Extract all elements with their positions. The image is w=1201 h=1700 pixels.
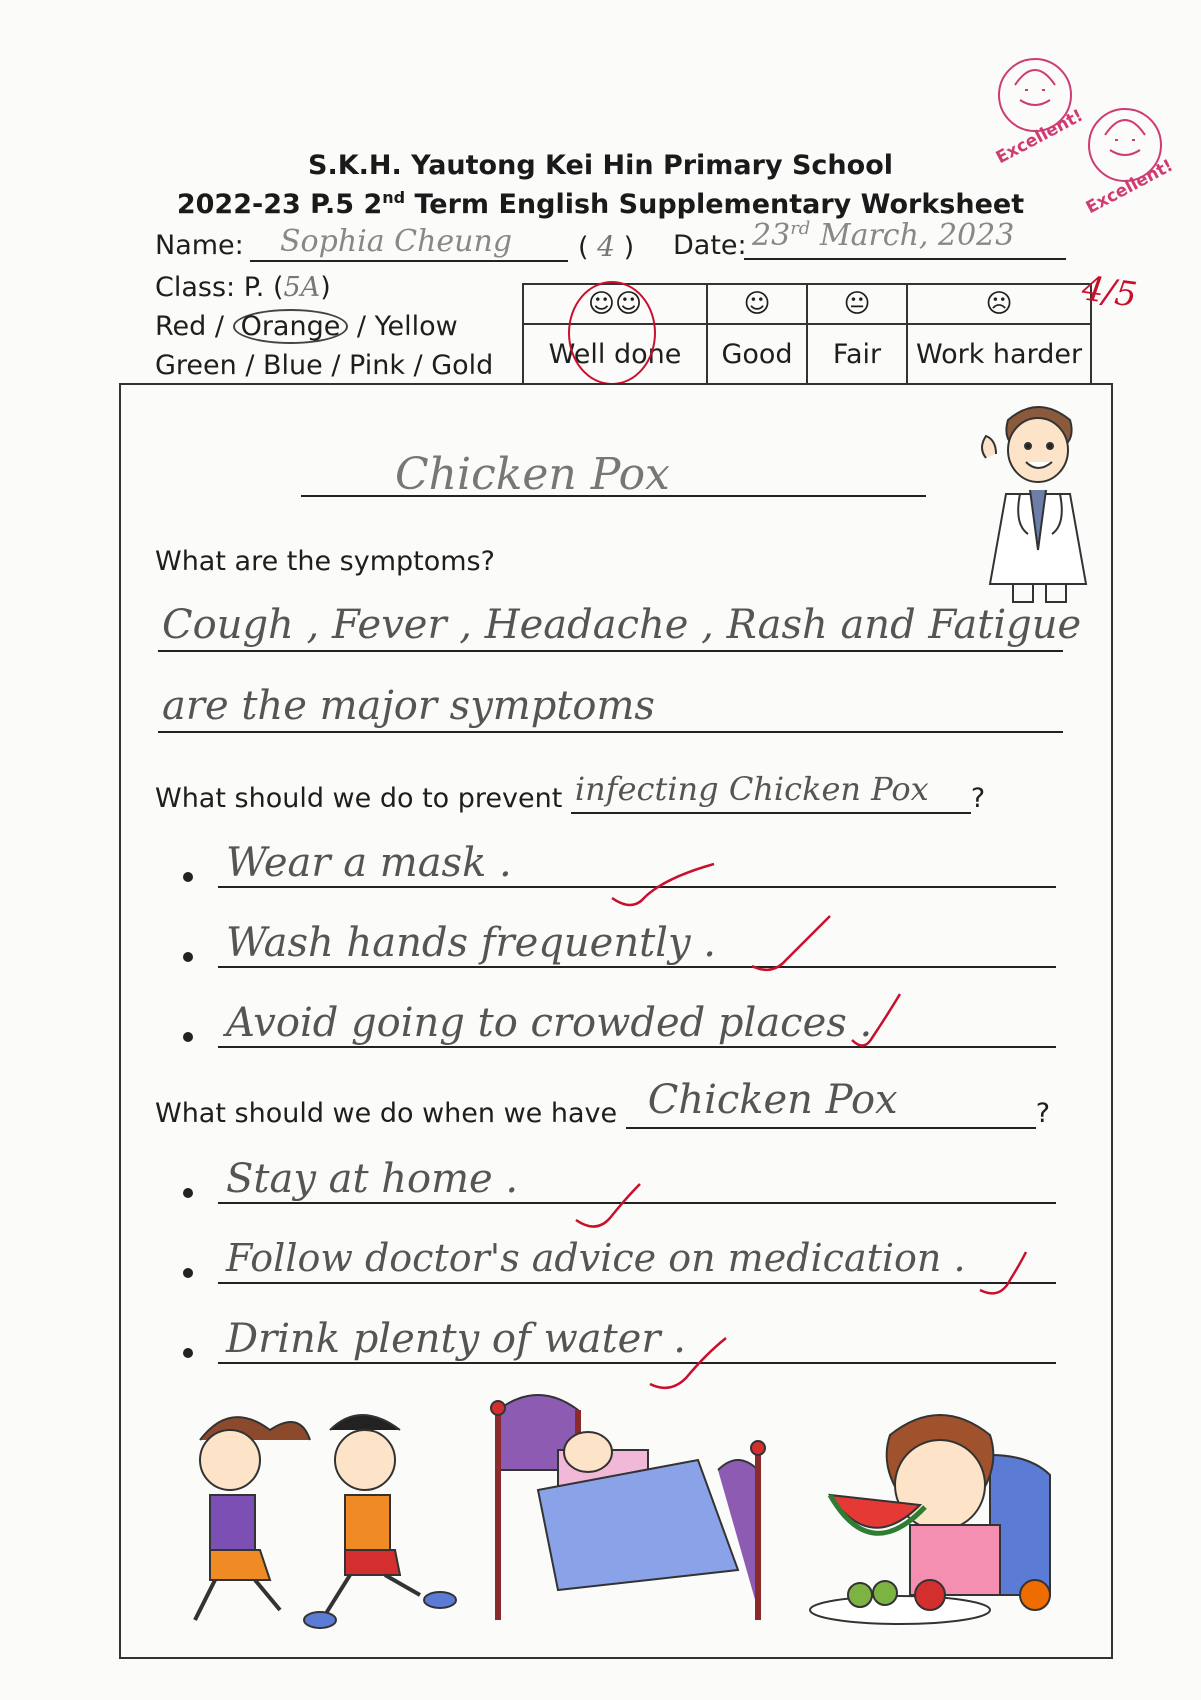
title-pre: 2022-23 P.5 2 — [176, 189, 383, 220]
colour-pre: Red / — [155, 311, 233, 342]
sick-answer-3: Drink plenty of water . — [226, 1316, 686, 1362]
sick-line-2 — [218, 1234, 1056, 1284]
topic-title: Chicken Pox — [395, 449, 670, 500]
q2-fill-line — [571, 770, 971, 814]
stamp-text-2: Excellent! — [1082, 155, 1177, 219]
date-rest: March, 2023 — [810, 218, 1015, 253]
date-label: Date: — [673, 230, 747, 261]
colour-line-1 — [155, 311, 458, 342]
q3-fill: Chicken Pox — [647, 1077, 898, 1123]
selected-rating-circle — [568, 281, 656, 385]
question-prevent — [155, 770, 986, 814]
doctor-illustration — [968, 398, 1108, 608]
name-value: Sophia Cheung — [280, 224, 513, 259]
prevent-line-3 — [218, 998, 1056, 1048]
q3-text: What should we do when we have — [155, 1098, 618, 1129]
sick-answer-2: Follow doctor's advice on medication . — [226, 1236, 966, 1280]
face-fair: 😐 — [807, 284, 907, 324]
running-kids-icon — [170, 1400, 480, 1640]
class-line — [155, 272, 331, 303]
stamp-text-1: Excellent! — [992, 105, 1087, 169]
number-close: ) — [623, 232, 635, 263]
date-value — [752, 218, 1014, 253]
q3-qmark: ? — [1035, 1098, 1051, 1129]
face-well-done: ☺☺ — [523, 284, 707, 324]
answer-line-2 — [158, 681, 1063, 733]
bed-icon — [478, 1390, 778, 1630]
bullet-sick-2 — [183, 1268, 193, 1278]
topic-line — [301, 449, 926, 500]
face-good: ☺ — [707, 284, 807, 324]
colour-post: / Yellow — [348, 311, 458, 342]
date-field — [744, 218, 1066, 260]
q2-qmark: ? — [970, 783, 986, 814]
school-name: S.K.H. Yautong Kei Hin Primary School — [308, 150, 893, 181]
title-sup: nd — [382, 188, 406, 207]
title-post: Term English Supplementary Worksheet — [405, 189, 1025, 220]
class-value: 5A — [283, 272, 321, 303]
bullet-prevent-2 — [183, 952, 193, 962]
q2-fill: infecting Chicken Pox — [574, 770, 929, 808]
colour-line-2: Green / Blue / Pink / Gold — [155, 350, 494, 381]
rating-fair: Fair — [807, 324, 907, 384]
prevent-answer-3: Avoid going to crowded places . — [226, 1000, 873, 1046]
q3-fill-line — [626, 1077, 1036, 1129]
colour-selected: Orange — [233, 309, 349, 344]
date-day: 23 — [752, 218, 791, 253]
score-mark: 4/5 — [1079, 268, 1140, 316]
prevent-line-2 — [218, 918, 1056, 968]
fruit-icon — [790, 1395, 1090, 1635]
number-value: 4 — [597, 230, 615, 263]
question-when-sick — [155, 1077, 1051, 1129]
bullet-sick-3 — [183, 1348, 193, 1358]
sick-answer-1: Stay at home . — [226, 1156, 519, 1202]
answer-line-1 — [158, 600, 1082, 652]
bullet-prevent-3 — [183, 1032, 193, 1042]
class-close: ) — [320, 272, 331, 303]
number-open: ( — [578, 232, 589, 263]
date-sup: rd — [790, 218, 811, 239]
class-number — [578, 230, 634, 263]
answer-symptoms-2: are the major symptoms — [162, 683, 655, 729]
question-symptoms: What are the symptoms? — [155, 546, 495, 577]
class-label: Class: P. ( — [155, 272, 284, 303]
eating-fruit-illustration — [790, 1395, 1090, 1635]
sick-line-1 — [218, 1154, 1056, 1204]
rating-good: Good — [707, 324, 807, 384]
prevent-answer-2: Wash hands frequently . — [226, 920, 716, 966]
sick-in-bed-illustration — [478, 1390, 778, 1630]
bullet-sick-1 — [183, 1188, 193, 1198]
rating-work-harder: Work harder — [907, 324, 1091, 384]
name-label: Name: — [155, 230, 244, 261]
face-work-harder: ☹ — [907, 284, 1091, 324]
bullet-prevent-1 — [183, 872, 193, 882]
prevent-line-1 — [218, 838, 1056, 888]
name-field — [250, 224, 568, 262]
doctor-icon — [968, 398, 1108, 608]
q2-text: What should we do to prevent — [155, 783, 563, 814]
sick-line-3 — [218, 1314, 1056, 1364]
answer-symptoms-1: Cough , Fever , Headache , Rash and Fatigue — [162, 602, 1082, 648]
rating-well-done: Well done — [523, 324, 707, 384]
excellent-stamp — [990, 45, 1190, 219]
running-kids-illustration — [170, 1400, 480, 1640]
prevent-answer-1: Wear a mask . — [226, 840, 512, 886]
